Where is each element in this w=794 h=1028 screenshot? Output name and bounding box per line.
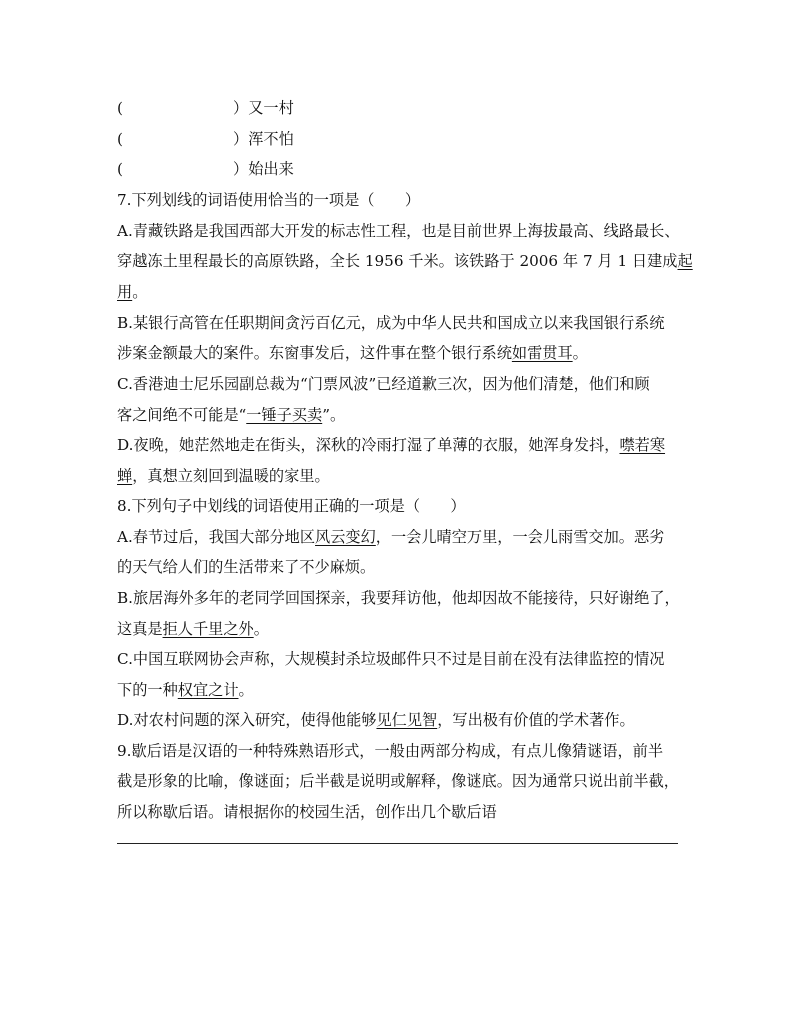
text: ，一会儿晴空万里，一会儿雨雪交加。恶劣 — [375, 528, 665, 546]
underlined-term: 噤若寒 — [619, 436, 666, 454]
q7-option-c-line-2 — [117, 405, 345, 425]
question-7-stem: 7.下列划线的词语使用恰当的一项是（ ） — [117, 191, 421, 209]
underlined-term: 拒人千里之外 — [162, 620, 254, 638]
open-paren: ( — [117, 99, 123, 117]
text: 穿越冻土里程最长的高原铁路，全长 1956 千米。该铁路于 2006 年 7 月 1 日建成 — [117, 252, 678, 270]
text: ，写出极有价值的学术著作。 — [437, 711, 635, 729]
q7-option-b-line-1: B.某银行高管在任职期间贪污百亿元，成为中华人民共和国成立以来我国银行系统 — [117, 314, 665, 332]
text: 下的一种 — [117, 681, 178, 699]
text: D.夜晚，她茫然地走在街头，深秋的冷雨打湿了单薄的衣服，她浑身发抖， — [117, 436, 620, 454]
text: 。 — [253, 620, 269, 638]
text: ，真想立刻回到温暖的家里。 — [132, 467, 330, 485]
text: 客之间绝不可能是“ — [117, 406, 247, 424]
q8-option-c-line-2 — [117, 680, 254, 700]
q7-option-d-line-1 — [117, 435, 665, 455]
underlined-term: 起 — [677, 252, 693, 270]
fill-row-text: ）浑不怕 — [233, 130, 294, 148]
text: 这真是 — [117, 620, 163, 638]
q7-option-d-line-2 — [117, 466, 330, 486]
underlined-term: 蝉 — [117, 467, 133, 485]
open-paren: ( — [117, 160, 123, 178]
text: 。 — [238, 681, 254, 699]
underlined-term: 如雷贯耳 — [511, 344, 573, 362]
underlined-term: 一锤子买卖 — [246, 406, 323, 424]
q7-option-a-line-1: A.青藏铁路是我国西部大开发的标志性工程，也是目前世界上海拔最高、线路最长、 — [117, 222, 680, 240]
q8-option-b-line-2 — [117, 619, 269, 639]
text: 。 — [572, 344, 588, 362]
underlined-term: 见仁见智 — [376, 711, 438, 729]
fill-row-text: ）又一村 — [233, 99, 294, 117]
question-9-line-3: 所以称歇后语。请根据你的校园生活，创作出几个歇后语 — [117, 803, 497, 821]
question-9-line-1: 9.歇后语是汉语的一种特殊熟语形式，一般由两部分构成，有点儿像猜谜语，前半 — [117, 742, 664, 760]
fill-row-2 — [117, 129, 294, 149]
answer-line[interactable] — [117, 843, 678, 844]
underlined-term: 用 — [117, 283, 133, 301]
open-paren: ( — [117, 130, 123, 148]
underlined-term: 风云变幻 — [315, 528, 376, 546]
text: 。 — [132, 283, 148, 301]
underlined-term: 权宜之计 — [177, 681, 239, 699]
q7-option-a-line-3 — [117, 282, 147, 302]
fill-row-1 — [117, 98, 294, 118]
text: 涉案金额最大的案件。东窗事发后，这件事在整个银行系统 — [117, 344, 512, 362]
text: A.春节过后，我国大部分地区 — [117, 528, 316, 546]
question-9-line-2: 截是形象的比喻，像谜面；后半截是说明或解释，像谜底。因为通常只说出前半截， — [117, 772, 679, 790]
question-8-stem: 8.下列句子中划线的词语使用正确的一项是（ ） — [117, 497, 466, 515]
text: D.对农村问题的深入研究，使得他能够 — [117, 711, 377, 729]
q8-option-a-line-1 — [117, 527, 664, 547]
q8-option-d-line-1 — [117, 710, 635, 730]
q8-option-b-line-1: B.旅居海外多年的老同学回国探亲，我要拜访他，他却因故不能接待，只好谢绝了， — [117, 589, 680, 607]
fill-row-3 — [117, 159, 294, 179]
text: ”。 — [322, 406, 346, 424]
q8-option-c-line-1: C.中国互联网协会声称，大规模封杀垃圾邮件只不过是目前在没有法律监控的情况 — [117, 650, 665, 668]
fill-row-text: ）始出来 — [233, 160, 294, 178]
q7-option-b-line-2 — [117, 343, 588, 363]
q7-option-c-line-1: C.香港迪士尼乐园副总裁为“门票风波”已经道歉三次，因为他们清楚，他们和顾 — [117, 375, 650, 393]
q8-option-a-line-2: 的天气给人们的生活带来了不少麻烦。 — [117, 558, 376, 576]
q7-option-a-line-2 — [117, 251, 693, 271]
